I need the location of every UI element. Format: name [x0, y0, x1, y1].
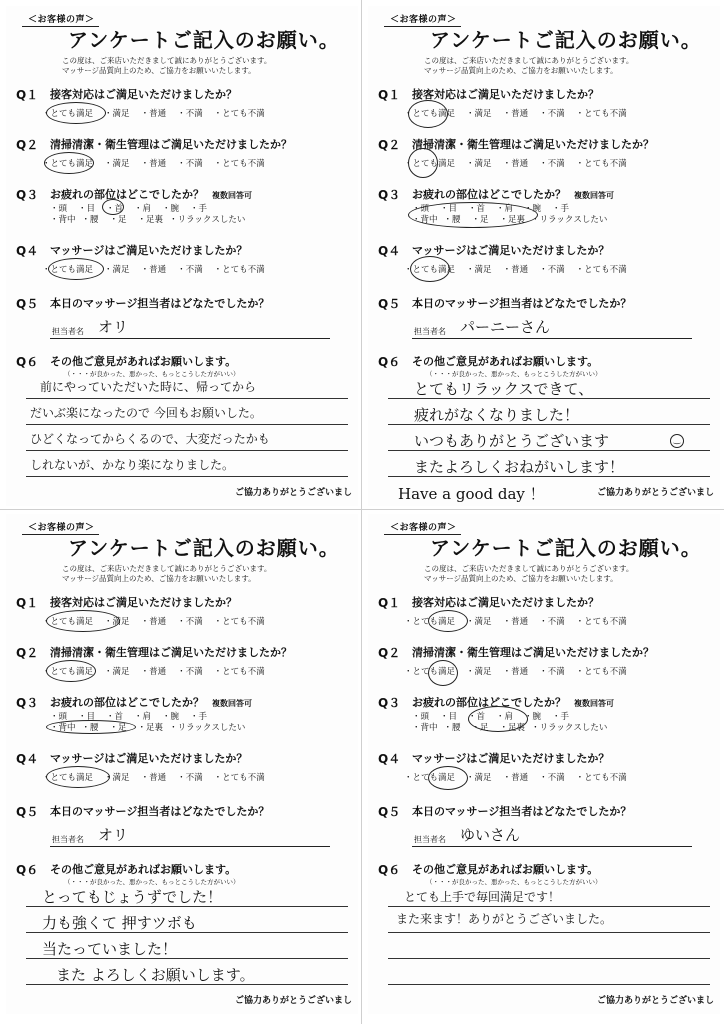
q2-options [42, 665, 276, 677]
option[interactable]: ・ 満足 [104, 667, 130, 677]
question-6-hint: （・・・が良かった、悪かった、もっとこうした方がいい） [64, 370, 240, 378]
option[interactable]: ・ とても満足 [42, 265, 93, 275]
option[interactable]: ・ 満足 [466, 617, 492, 627]
intro-line: この度は、ご来店いただきまして誠にありがとうございます。 [424, 56, 634, 65]
option[interactable]: ・ リラックスしたい [169, 723, 245, 734]
q1-options [404, 107, 638, 119]
comment-line [388, 932, 710, 933]
option[interactable]: ・ 目 [440, 712, 462, 723]
option[interactable]: ・ 頭 [50, 204, 72, 215]
option[interactable]: ・ とても不満 [576, 773, 627, 783]
question-number: Q３ [378, 188, 401, 202]
option[interactable]: ・ 普通 [141, 667, 167, 677]
staff-name-value[interactable]: パーニーさん [460, 318, 551, 336]
handwritten-comment[interactable]: また来ます！ありがとうございました。 [396, 912, 613, 926]
question-text: その他ご意見があればお願いします。 [412, 863, 599, 876]
option[interactable]: ・ とても満足 [42, 667, 93, 677]
option[interactable]: ・ リラックスしたい [169, 215, 245, 226]
q2-options [404, 157, 638, 169]
question-number: Q２ [16, 138, 39, 152]
question-text: マッサージはご満足いただけましたか？ [50, 752, 248, 765]
body-part-row [412, 712, 613, 723]
option[interactable]: ・ とても不満 [576, 617, 627, 627]
question-text: マッサージはご満足いただけましたか？ [50, 244, 248, 257]
option[interactable]: ・ とても満足 [404, 109, 455, 119]
option[interactable]: ・ 普通 [141, 265, 167, 275]
question-number: Q４ [16, 244, 39, 258]
question-text: 清掃清潔・衛生管理はご満足いただけましたか？ [50, 138, 292, 151]
option[interactable]: ・ とても満足 [42, 773, 93, 783]
option[interactable]: ・ とても満足 [42, 617, 93, 627]
q4-options [404, 771, 638, 783]
option[interactable]: ・ 足裏 [138, 215, 164, 226]
option[interactable]: ・ 不満 [177, 265, 203, 275]
option[interactable]: ・ 普通 [141, 109, 167, 119]
survey-sheet-4 [368, 514, 720, 1014]
comment-line [388, 958, 710, 959]
q1-options [42, 615, 276, 627]
question-number: Q１ [378, 596, 401, 610]
intro-line: マッサージ品質向上のため、ご協力をお願いいたします。 [62, 574, 256, 583]
option[interactable]: ・ 満足 [466, 667, 492, 677]
question-number: Q４ [378, 752, 401, 766]
option[interactable]: ・ 満足 [466, 773, 492, 783]
option[interactable]: ・ 首 [468, 204, 490, 215]
question-text-main: お疲れの部位はどこでしたか？ [50, 188, 204, 201]
intro-line: この度は、ご来店いただきまして誠にありがとうございます。 [62, 564, 272, 573]
q3-options [50, 712, 251, 734]
comment-line [26, 424, 348, 425]
option[interactable]: ・ とても不満 [576, 265, 627, 275]
option[interactable]: ・ 不満 [177, 109, 203, 119]
question-number: Q４ [16, 752, 39, 766]
question-text-main: お疲れの部位はどこでしたか？ [412, 188, 566, 201]
question-number: Q４ [378, 244, 401, 258]
survey-sheet-1 [6, 6, 358, 506]
option[interactable]: ・ とても不満 [576, 109, 627, 119]
option[interactable]: ・ 満足 [466, 265, 492, 275]
multiple-answer-note: 複数回答可 [212, 191, 252, 200]
question-number: Q２ [378, 646, 401, 660]
option[interactable]: ・ 不満 [539, 265, 565, 275]
staff-name-line [50, 846, 330, 847]
page-divider-vertical [361, 0, 362, 1024]
option[interactable]: ・ とても不満 [214, 109, 265, 119]
option[interactable]: ・ 足 [110, 723, 132, 734]
question-number: Q６ [378, 863, 401, 877]
question-text: 清掃清潔・衛生管理はご満足いただけましたか？ [412, 138, 654, 151]
question-text: その他ご意見があればお願いします。 [412, 355, 599, 368]
option[interactable]: ・ 首 [468, 712, 490, 723]
customer-voice-label: ＜お客様の声＞ [28, 520, 95, 533]
question-number: Q１ [16, 88, 39, 102]
option[interactable]: ・ とても不満 [576, 159, 627, 169]
question-number: Q５ [378, 805, 401, 819]
option[interactable]: ・ とても不満 [214, 159, 265, 169]
option[interactable]: ・ 手 [190, 204, 212, 215]
option[interactable]: ・ 満足 [104, 159, 130, 169]
question-number: Q３ [378, 696, 401, 710]
option[interactable]: ・ 目 [440, 204, 462, 215]
intro-text [62, 564, 271, 584]
intro-text [424, 564, 633, 584]
question-number: Q５ [378, 297, 401, 311]
intro-text [62, 56, 271, 76]
option[interactable]: ・ 普通 [141, 159, 167, 169]
option[interactable]: ・ とても満足 [404, 773, 455, 783]
option[interactable]: ・ 不満 [539, 109, 565, 119]
staff-name-value[interactable]: ゆいさん [460, 826, 521, 844]
option[interactable]: ・ 肩 [134, 712, 156, 723]
question-text-main: お疲れの部位はどこでしたか？ [50, 696, 204, 709]
option[interactable]: ・ とても満足 [404, 159, 455, 169]
option[interactable]: ・ 背中 [50, 215, 76, 226]
thank-you-text: ご協力ありがとうございまし [234, 488, 352, 498]
option[interactable]: ・ 満足 [104, 265, 130, 275]
customer-voice-label: ＜お客様の声＞ [390, 12, 457, 25]
staff-name-value[interactable]: オリ [98, 318, 129, 336]
q3-options [50, 204, 251, 226]
question-text: マッサージはご満足いただけましたか？ [412, 752, 610, 765]
option[interactable]: ・ 背中 [50, 723, 76, 734]
q2-options [42, 157, 276, 169]
question-text [412, 186, 614, 202]
staff-name-label: 担当者名 [52, 327, 84, 336]
multiple-answer-note: 複数回答可 [212, 699, 252, 708]
handwritten-comment[interactable]: いつもありがとうございます [414, 432, 610, 450]
option[interactable]: ・ 手 [552, 712, 574, 723]
option[interactable]: ・ リラックスしたい [531, 215, 607, 226]
option[interactable]: ・ 普通 [503, 667, 529, 677]
thank-you-text: ご協力ありがとうございまし [596, 488, 714, 498]
comment-line [26, 450, 348, 451]
intro-line: マッサージ品質向上のため、ご協力をお願いいたします。 [424, 574, 618, 583]
question-text: 清掃清潔・衛生管理はご満足いただけましたか？ [412, 646, 654, 659]
handwritten-comment[interactable]: 力も強くて 押すツボも [42, 914, 197, 932]
comment-line [26, 398, 348, 399]
option[interactable]: ・ とても不満 [214, 667, 265, 677]
question-number: Q６ [16, 863, 39, 877]
staff-name-line [412, 338, 692, 339]
question-number: Q３ [16, 696, 39, 710]
option[interactable]: ・ 普通 [503, 265, 529, 275]
page-divider-horizontal [0, 509, 724, 510]
option[interactable]: ・ 満足 [104, 109, 130, 119]
question-number: Q３ [16, 188, 39, 202]
question-6-hint: （・・・が良かった、悪かった、もっとこうした方がいい） [64, 878, 240, 886]
body-part-row [50, 712, 251, 723]
option[interactable]: ・ 腰 [444, 215, 466, 226]
handwritten-comment[interactable]: 前にやっていただいた時に、帰ってから [40, 380, 257, 394]
option[interactable]: ・ 頭 [412, 204, 434, 215]
option[interactable]: ・ 不満 [539, 617, 565, 627]
option[interactable]: ・ 満足 [104, 773, 130, 783]
option[interactable]: ・ 手 [552, 204, 574, 215]
question-text [50, 186, 252, 202]
customer-voice-label: ＜お客様の声＞ [390, 520, 457, 533]
survey-sheet-2 [368, 6, 720, 506]
staff-name-line [412, 846, 692, 847]
option[interactable]: ・ 頭 [50, 712, 72, 723]
option[interactable]: ・ 背中 [412, 215, 438, 226]
option[interactable]: ・ 普通 [141, 617, 167, 627]
question-number: Q１ [16, 596, 39, 610]
comment-line [388, 906, 710, 907]
option[interactable]: ・ 腰 [82, 215, 104, 226]
handwritten-comment[interactable]: しれないが、かなり楽になりました。 [30, 458, 235, 472]
question-text: 接客対応はご満足いただけましたか？ [412, 596, 599, 609]
question-text [50, 694, 252, 710]
option[interactable]: ・ 普通 [503, 617, 529, 627]
option[interactable]: ・ 不満 [177, 159, 203, 169]
question-text: 接客対応はご満足いただけましたか？ [412, 88, 599, 101]
q1-options [42, 107, 276, 119]
option[interactable]: ・ とても不満 [214, 265, 265, 275]
q4-options [42, 263, 276, 275]
option[interactable]: ・ 足 [110, 215, 132, 226]
smiley-icon: ‿ [670, 434, 684, 448]
option[interactable]: ・ 満足 [466, 159, 492, 169]
question-number: Q１ [378, 88, 401, 102]
question-text: その他ご意見があればお願いします。 [50, 355, 237, 368]
question-6-hint: （・・・が良かった、悪かった、もっとこうした方がいい） [426, 370, 602, 378]
question-number: Q２ [16, 646, 39, 660]
staff-name-label: 担当者名 [414, 835, 446, 844]
q2-options [404, 665, 638, 677]
intro-text [424, 56, 633, 76]
option[interactable]: ・ 首 [106, 712, 128, 723]
option[interactable]: ・ 目 [78, 712, 100, 723]
intro-line: マッサージ品質向上のため、ご協力をお願いいたします。 [62, 66, 256, 75]
customer-voice-label: ＜お客様の声＞ [28, 12, 95, 25]
option[interactable]: ・ 不満 [539, 667, 565, 677]
option[interactable]: ・ 満足 [466, 109, 492, 119]
option[interactable]: ・ リラックスしたい [531, 723, 607, 734]
question-number: Q６ [16, 355, 39, 369]
survey-title: アンケートご記入のお願い。 [430, 28, 702, 52]
option[interactable]: ・ 不満 [177, 773, 203, 783]
question-text: 接客対応はご満足いただけましたか？ [50, 596, 237, 609]
question-text: 清掃清潔・衛生管理はご満足いただけましたか？ [50, 646, 292, 659]
question-number: Q２ [378, 138, 401, 152]
option[interactable]: ・ 不満 [539, 159, 565, 169]
option[interactable]: ・ 腕 [162, 712, 184, 723]
question-number: Q５ [16, 805, 39, 819]
option[interactable]: ・ 普通 [503, 773, 529, 783]
handwritten-comment[interactable]: とてもリラックスできて、 [414, 380, 594, 398]
question-text-main: お疲れの部位はどこでしたか？ [412, 696, 566, 709]
staff-name-label: 担当者名 [52, 835, 84, 844]
option[interactable]: ・ 背中 [412, 723, 438, 734]
staff-name-value[interactable]: オリ [98, 826, 129, 844]
option[interactable]: ・ 不満 [177, 617, 203, 627]
question-text: 本日のマッサージ担当者はどなたでしたか？ [50, 805, 270, 818]
option[interactable]: ・ 首 [106, 204, 128, 215]
option[interactable]: ・ とても満足 [404, 617, 455, 627]
handwritten-comment[interactable]: 当たっていました！ [42, 940, 178, 958]
body-part-row [412, 204, 613, 215]
comment-line [26, 476, 348, 477]
q4-options [404, 263, 638, 275]
body-part-row [50, 723, 251, 734]
option[interactable]: ・ 不満 [177, 667, 203, 677]
handwritten-comment[interactable]: とても上手で毎回満足です！ [404, 890, 561, 904]
question-number: Q６ [378, 355, 401, 369]
option[interactable]: ・ 腰 [444, 723, 466, 734]
staff-name-line [50, 338, 330, 339]
q4-options [42, 771, 276, 783]
handwritten-comment[interactable]: またよろしくおねがいします！ [414, 458, 625, 476]
option[interactable]: ・ 頭 [412, 712, 434, 723]
thank-you-text: ご協力ありがとうございまし [234, 996, 352, 1006]
option[interactable]: ・ 足裏 [500, 215, 526, 226]
option[interactable]: ・ 肩 [496, 712, 518, 723]
option[interactable]: ・ 目 [78, 204, 100, 215]
option[interactable]: ・ 足 [472, 723, 494, 734]
option[interactable]: ・ とても満足 [42, 159, 93, 169]
option[interactable]: ・ 腕 [524, 204, 546, 215]
survey-title: アンケートご記入のお願い。 [68, 28, 340, 52]
option[interactable]: ・ 不満 [539, 773, 565, 783]
question-text: 本日のマッサージ担当者はどなたでしたか？ [412, 805, 632, 818]
option[interactable]: ・ 満足 [104, 617, 130, 627]
question-6-hint: （・・・が良かった、悪かった、もっとこうした方がいい） [426, 878, 602, 886]
handwritten-comment[interactable]: また よろしくお願いします。 [56, 966, 255, 984]
option[interactable]: ・ 普通 [141, 773, 167, 783]
option[interactable]: ・ とても不満 [214, 617, 265, 627]
option[interactable]: ・ 普通 [503, 109, 529, 119]
intro-line: この度は、ご来店いただきまして誠にありがとうございます。 [424, 564, 634, 573]
q1-options [404, 615, 638, 627]
question-text: マッサージはご満足いただけましたか？ [412, 244, 610, 257]
body-part-row [50, 215, 251, 226]
handwritten-comment[interactable]: Have a good day ！ [398, 485, 545, 503]
survey-title: アンケートご記入のお願い。 [68, 536, 340, 560]
option[interactable]: ・ 足 [472, 215, 494, 226]
option[interactable]: ・ 手 [190, 712, 212, 723]
thank-you-text: ご協力ありがとうございまし [596, 996, 714, 1006]
staff-name-label: 担当者名 [414, 327, 446, 336]
q3-options [412, 712, 613, 734]
survey-sheet-3 [6, 514, 358, 1014]
question-number: Q５ [16, 297, 39, 311]
intro-line: マッサージ品質向上のため、ご協力をお願いいたします。 [424, 66, 618, 75]
question-text: 本日のマッサージ担当者はどなたでしたか？ [50, 297, 270, 310]
handwritten-comment[interactable]: とってもじょうずでした！ [42, 888, 223, 906]
multiple-answer-note: 複数回答可 [574, 191, 614, 200]
question-text: その他ご意見があればお願いします。 [50, 863, 237, 876]
option[interactable]: ・ 足裏 [138, 723, 164, 734]
body-part-row [412, 723, 613, 734]
option[interactable]: ・ とても満足 [404, 265, 455, 275]
question-text: 本日のマッサージ担当者はどなたでしたか？ [412, 297, 632, 310]
option[interactable]: ・ とても満足 [404, 667, 455, 677]
option[interactable]: ・ 腕 [162, 204, 184, 215]
option[interactable]: ・ 普通 [503, 159, 529, 169]
body-part-row [412, 215, 613, 226]
multiple-answer-note: 複数回答可 [574, 699, 614, 708]
intro-line: この度は、ご来店いただきまして誠にありがとうございます。 [62, 56, 272, 65]
option[interactable]: ・ 腕 [524, 712, 546, 723]
question-text: 接客対応はご満足いただけましたか？ [50, 88, 237, 101]
option[interactable]: ・ 肩 [496, 204, 518, 215]
option[interactable]: ・ 腰 [82, 723, 104, 734]
handwritten-comment[interactable]: ひどくなってからくるので、大変だったかも [30, 432, 270, 446]
option[interactable]: ・ とても不満 [576, 667, 627, 677]
option[interactable]: ・ とても不満 [214, 773, 265, 783]
handwritten-comment[interactable]: だいぶ楽になったので 今回もお願いした。 [30, 406, 262, 420]
question-text [412, 694, 614, 710]
survey-title: アンケートご記入のお願い。 [430, 536, 702, 560]
option[interactable]: ・ 足裏 [500, 723, 526, 734]
body-part-row [50, 204, 251, 215]
comment-line [388, 984, 710, 985]
option[interactable]: ・ とても満足 [42, 109, 93, 119]
q3-options [412, 204, 613, 226]
option[interactable]: ・ 肩 [134, 204, 156, 215]
handwritten-comment[interactable]: 疲れがなくなりました！ [414, 406, 580, 424]
